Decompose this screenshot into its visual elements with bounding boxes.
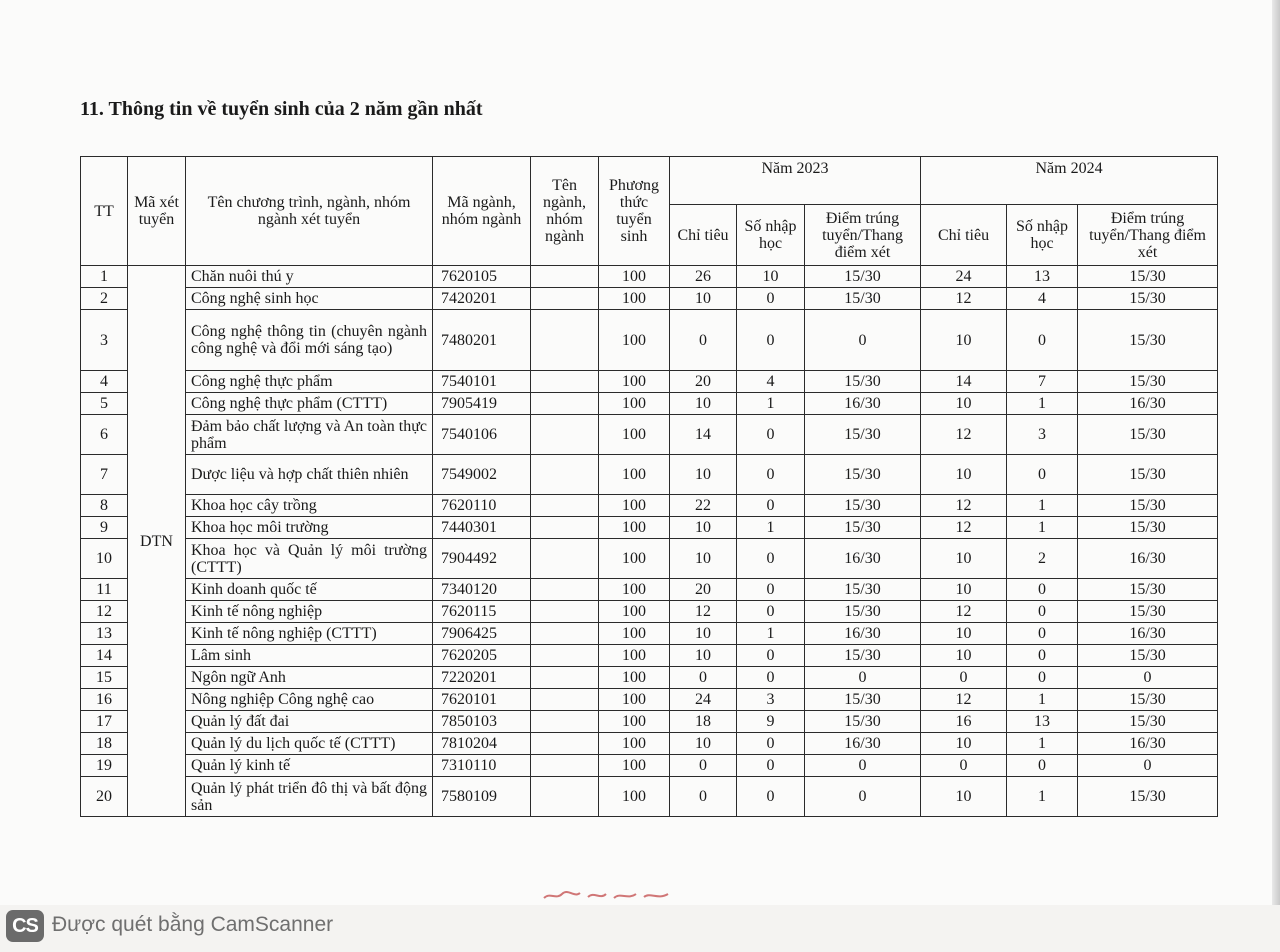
cell-diem-2023: 15/30 (805, 288, 921, 310)
cell-ten-nganh-empty (531, 667, 599, 689)
cell-diem-2023: 16/30 (805, 539, 921, 579)
cell-major-code: 7549002 (433, 455, 531, 495)
table-row (81, 517, 1218, 539)
cell-ten-nganh-empty (531, 645, 599, 667)
cell-ten-nganh-empty (531, 755, 599, 777)
cell-chi-tieu-2023: 0 (670, 667, 737, 689)
cell-program-name: Dược liệu và hợp chất thiên nhiên (186, 455, 433, 495)
header-chi-tieu-2023: Chỉ tiêu (670, 205, 737, 266)
table-row (81, 371, 1218, 393)
cell-chi-tieu-2023: 24 (670, 689, 737, 711)
cell-ten-nganh-empty (531, 310, 599, 371)
table-row (81, 623, 1218, 645)
table-row (81, 645, 1218, 667)
cell-major-code: 7810204 (433, 733, 531, 755)
cell-ten-nganh-empty (531, 266, 599, 288)
cell-major-code: 7420201 (433, 288, 531, 310)
table-row (81, 711, 1218, 733)
cell-tt: 13 (81, 623, 128, 645)
cell-chi-tieu-2023: 10 (670, 455, 737, 495)
cell-major-code: 7850103 (433, 711, 531, 733)
table-row (81, 455, 1218, 495)
camscanner-watermark-text: Được quét bằng CamScanner (52, 913, 334, 936)
cell-program-name: Quản lý kinh tế (186, 755, 433, 777)
cell-chi-tieu-2023: 0 (670, 777, 737, 817)
cell-chi-tieu-2023: 12 (670, 601, 737, 623)
cell-diem-2023: 15/30 (805, 517, 921, 539)
cell-program-name: Công nghệ sinh học (186, 288, 433, 310)
cell-ten-nganh-empty (531, 371, 599, 393)
cell-program-name: Đảm bảo chất lượng và An toàn thực phẩm (186, 415, 433, 455)
cell-chi-tieu-2024: 16 (921, 711, 1007, 733)
cell-ten-nganh-empty (531, 288, 599, 310)
cell-chi-tieu-2024: 10 (921, 623, 1007, 645)
cell-tt: 4 (81, 371, 128, 393)
cell-chi-tieu-2024: 12 (921, 415, 1007, 455)
cell-tt: 11 (81, 579, 128, 601)
cell-diem-2024: 16/30 (1078, 733, 1218, 755)
cell-method: 100 (599, 455, 670, 495)
cell-major-code: 7220201 (433, 667, 531, 689)
cell-chi-tieu-2024: 12 (921, 288, 1007, 310)
cell-method: 100 (599, 755, 670, 777)
cell-diem-2024: 15/30 (1078, 517, 1218, 539)
cell-so-nhap-hoc-2024: 2 (1007, 539, 1078, 579)
cell-method: 100 (599, 288, 670, 310)
cell-tt: 6 (81, 415, 128, 455)
cell-so-nhap-hoc-2024: 0 (1007, 645, 1078, 667)
cell-chi-tieu-2024: 10 (921, 539, 1007, 579)
cell-tt: 15 (81, 667, 128, 689)
table-row (81, 266, 1218, 288)
cell-method: 100 (599, 539, 670, 579)
cell-program-name: Quản lý du lịch quốc tế (CTTT) (186, 733, 433, 755)
cell-so-nhap-hoc-2023: 0 (737, 733, 805, 755)
cell-program-name: Quản lý phát triển đô thị và bất động sản (186, 777, 433, 817)
cell-tt: 9 (81, 517, 128, 539)
cell-diem-2024: 15/30 (1078, 645, 1218, 667)
cell-so-nhap-hoc-2024: 0 (1007, 579, 1078, 601)
cell-chi-tieu-2023: 10 (670, 288, 737, 310)
cell-diem-2023: 16/30 (805, 733, 921, 755)
cell-chi-tieu-2024: 10 (921, 579, 1007, 601)
cell-diem-2024: 15/30 (1078, 711, 1218, 733)
cell-chi-tieu-2023: 10 (670, 393, 737, 415)
cell-chi-tieu-2023: 14 (670, 415, 737, 455)
cell-so-nhap-hoc-2023: 10 (737, 266, 805, 288)
header-ten-nganh: Tên ngành, nhóm ngành (531, 157, 599, 266)
cell-diem-2024: 16/30 (1078, 623, 1218, 645)
cell-major-code: 7620105 (433, 266, 531, 288)
cell-diem-2024: 15/30 (1078, 288, 1218, 310)
cell-chi-tieu-2024: 0 (921, 667, 1007, 689)
cell-chi-tieu-2023: 10 (670, 539, 737, 579)
cell-chi-tieu-2023: 26 (670, 266, 737, 288)
cell-chi-tieu-2023: 10 (670, 645, 737, 667)
cell-tt: 5 (81, 393, 128, 415)
cell-so-nhap-hoc-2024: 1 (1007, 689, 1078, 711)
cell-program-name: Chăn nuôi thú y (186, 266, 433, 288)
table-row (81, 415, 1218, 455)
table-row (81, 667, 1218, 689)
cell-so-nhap-hoc-2024: 0 (1007, 667, 1078, 689)
table-row (81, 777, 1218, 817)
header-chi-tieu-2024: Chỉ tiêu (921, 205, 1007, 266)
table-row (81, 579, 1218, 601)
table-body (81, 266, 1218, 817)
cell-program-name: Kinh doanh quốc tế (186, 579, 433, 601)
cell-diem-2023: 15/30 (805, 601, 921, 623)
cell-chi-tieu-2023: 0 (670, 755, 737, 777)
cell-major-code: 7620205 (433, 645, 531, 667)
cell-so-nhap-hoc-2023: 4 (737, 371, 805, 393)
cell-so-nhap-hoc-2024: 0 (1007, 755, 1078, 777)
cell-ten-nganh-empty (531, 711, 599, 733)
cell-so-nhap-hoc-2023: 0 (737, 667, 805, 689)
cell-chi-tieu-2024: 24 (921, 266, 1007, 288)
header-phuong-thuc: Phương thức tuyển sinh (599, 157, 670, 266)
cell-ten-nganh-empty (531, 539, 599, 579)
cell-major-code: 7580109 (433, 777, 531, 817)
cell-diem-2023: 0 (805, 310, 921, 371)
section-heading: 11. Thông tin về tuyển sinh của 2 năm gần nhất (80, 98, 483, 120)
cell-major-code: 7440301 (433, 517, 531, 539)
cell-so-nhap-hoc-2024: 1 (1007, 517, 1078, 539)
cell-ten-nganh-empty (531, 455, 599, 495)
cell-chi-tieu-2024: 10 (921, 645, 1007, 667)
cell-program-name: Kinh tế nông nghiệp (186, 601, 433, 623)
cell-so-nhap-hoc-2024: 1 (1007, 733, 1078, 755)
cell-major-code: 7905419 (433, 393, 531, 415)
cell-diem-2024: 15/30 (1078, 310, 1218, 371)
cell-major-code: 7540101 (433, 371, 531, 393)
cell-diem-2023: 0 (805, 755, 921, 777)
table-row (81, 495, 1218, 517)
cell-chi-tieu-2024: 10 (921, 455, 1007, 495)
cell-tt: 19 (81, 755, 128, 777)
cell-major-code: 7620115 (433, 601, 531, 623)
cell-major-code: 7310110 (433, 755, 531, 777)
cell-diem-2024: 16/30 (1078, 539, 1218, 579)
cell-method: 100 (599, 645, 670, 667)
cell-major-code: 7904492 (433, 539, 531, 579)
cell-so-nhap-hoc-2023: 1 (737, 517, 805, 539)
cell-diem-2024: 15/30 (1078, 495, 1218, 517)
cell-method: 100 (599, 517, 670, 539)
cell-chi-tieu-2023: 10 (670, 517, 737, 539)
cell-diem-2023: 15/30 (805, 711, 921, 733)
cell-chi-tieu-2024: 12 (921, 601, 1007, 623)
cell-tt: 10 (81, 539, 128, 579)
cell-diem-2024: 15/30 (1078, 455, 1218, 495)
cell-chi-tieu-2023: 10 (670, 733, 737, 755)
header-ma-nganh: Mã ngành, nhóm ngành (433, 157, 531, 266)
cell-diem-2023: 15/30 (805, 371, 921, 393)
cell-so-nhap-hoc-2023: 9 (737, 711, 805, 733)
cell-so-nhap-hoc-2023: 0 (737, 415, 805, 455)
cell-major-code: 7620110 (433, 495, 531, 517)
cell-so-nhap-hoc-2024: 1 (1007, 393, 1078, 415)
cell-program-name: Ngôn ngữ Anh (186, 667, 433, 689)
cell-ten-nganh-empty (531, 689, 599, 711)
cell-chi-tieu-2023: 20 (670, 371, 737, 393)
header-year-2024: Năm 2024 (921, 157, 1218, 205)
cell-tt: 8 (81, 495, 128, 517)
cell-program-name: Kinh tế nông nghiệp (CTTT) (186, 623, 433, 645)
scan-edge-shadow (1272, 0, 1280, 905)
cell-method: 100 (599, 777, 670, 817)
cell-diem-2024: 15/30 (1078, 579, 1218, 601)
cell-ten-nganh-empty (531, 601, 599, 623)
cell-diem-2023: 16/30 (805, 393, 921, 415)
header-diem-2023: Điểm trúng tuyển/Thang điểm xét (805, 205, 921, 266)
table-row (81, 393, 1218, 415)
table-row (81, 539, 1218, 579)
red-stamp-mark (540, 888, 680, 902)
cell-chi-tieu-2024: 14 (921, 371, 1007, 393)
cell-diem-2023: 15/30 (805, 266, 921, 288)
cell-program-name: Công nghệ thực phẩm (CTTT) (186, 393, 433, 415)
cell-ten-nganh-empty (531, 623, 599, 645)
cell-so-nhap-hoc-2024: 0 (1007, 601, 1078, 623)
cell-tt: 7 (81, 455, 128, 495)
cell-diem-2023: 15/30 (805, 689, 921, 711)
cell-method: 100 (599, 266, 670, 288)
cell-ma-xet-tuyen: DTN (128, 266, 186, 817)
header-year-2023: Năm 2023 (670, 157, 921, 205)
cell-ten-nganh-empty (531, 579, 599, 601)
cell-program-name: Nông nghiệp Công nghệ cao (186, 689, 433, 711)
cell-so-nhap-hoc-2023: 0 (737, 755, 805, 777)
cell-so-nhap-hoc-2024: 0 (1007, 310, 1078, 371)
cell-diem-2023: 0 (805, 667, 921, 689)
cell-so-nhap-hoc-2023: 0 (737, 288, 805, 310)
cell-chi-tieu-2024: 0 (921, 755, 1007, 777)
cell-diem-2024: 15/30 (1078, 266, 1218, 288)
cell-chi-tieu-2023: 18 (670, 711, 737, 733)
cell-diem-2023: 16/30 (805, 623, 921, 645)
table-row (81, 601, 1218, 623)
admissions-table (80, 156, 1218, 817)
cell-so-nhap-hoc-2023: 0 (737, 310, 805, 371)
cell-tt: 16 (81, 689, 128, 711)
cell-diem-2023: 15/30 (805, 415, 921, 455)
cell-so-nhap-hoc-2023: 0 (737, 579, 805, 601)
cell-chi-tieu-2023: 10 (670, 623, 737, 645)
table-row (81, 288, 1218, 310)
header-diem-2024: Điểm trúng tuyển/Thang điểm xét (1078, 205, 1218, 266)
cell-tt: 14 (81, 645, 128, 667)
header-so-nhap-hoc-2023: Số nhập học (737, 205, 805, 266)
cell-so-nhap-hoc-2023: 0 (737, 601, 805, 623)
cell-chi-tieu-2024: 10 (921, 733, 1007, 755)
cell-so-nhap-hoc-2023: 1 (737, 623, 805, 645)
cell-method: 100 (599, 667, 670, 689)
cell-chi-tieu-2024: 10 (921, 310, 1007, 371)
cell-so-nhap-hoc-2024: 0 (1007, 623, 1078, 645)
cell-major-code: 7480201 (433, 310, 531, 371)
table-row (81, 733, 1218, 755)
header-ma-xet-tuyen: Mã xét tuyển (128, 157, 186, 266)
cell-program-name: Công nghệ thực phẩm (186, 371, 433, 393)
cell-major-code: 7340120 (433, 579, 531, 601)
cell-chi-tieu-2023: 22 (670, 495, 737, 517)
cell-diem-2024: 15/30 (1078, 415, 1218, 455)
header-ten-chuong-trinh: Tên chương trình, ngành, nhóm ngành xét tuyển (186, 157, 433, 266)
cell-so-nhap-hoc-2024: 3 (1007, 415, 1078, 455)
cell-method: 100 (599, 415, 670, 455)
cell-diem-2023: 15/30 (805, 455, 921, 495)
cell-method: 100 (599, 495, 670, 517)
cell-chi-tieu-2023: 20 (670, 579, 737, 601)
cell-ten-nganh-empty (531, 495, 599, 517)
cell-diem-2024: 15/30 (1078, 371, 1218, 393)
cell-so-nhap-hoc-2023: 0 (737, 455, 805, 495)
cell-method: 100 (599, 310, 670, 371)
cell-diem-2024: 16/30 (1078, 393, 1218, 415)
header-tt: TT (81, 157, 128, 266)
cell-program-name: Quản lý đất đai (186, 711, 433, 733)
cell-ten-nganh-empty (531, 517, 599, 539)
cell-diem-2023: 0 (805, 777, 921, 817)
table-row (81, 310, 1218, 371)
cell-method: 100 (599, 689, 670, 711)
cell-program-name: Công nghệ thông tin (chuyên ngành công nghệ và đổi mới sáng tạo) (186, 310, 433, 371)
cell-method: 100 (599, 601, 670, 623)
cell-method: 100 (599, 733, 670, 755)
cell-method: 100 (599, 393, 670, 415)
camscanner-logo-icon: CS (6, 910, 44, 942)
cell-chi-tieu-2024: 10 (921, 393, 1007, 415)
cell-major-code: 7540106 (433, 415, 531, 455)
cell-diem-2024: 0 (1078, 755, 1218, 777)
cell-major-code: 7620101 (433, 689, 531, 711)
cell-so-nhap-hoc-2023: 0 (737, 539, 805, 579)
cell-so-nhap-hoc-2023: 0 (737, 645, 805, 667)
cell-so-nhap-hoc-2023: 0 (737, 495, 805, 517)
cell-so-nhap-hoc-2024: 1 (1007, 495, 1078, 517)
cell-so-nhap-hoc-2024: 13 (1007, 711, 1078, 733)
cell-chi-tieu-2024: 12 (921, 495, 1007, 517)
cell-program-name: Lâm sinh (186, 645, 433, 667)
cell-method: 100 (599, 623, 670, 645)
cell-program-name: Khoa học cây trồng (186, 495, 433, 517)
cell-ten-nganh-empty (531, 733, 599, 755)
cell-so-nhap-hoc-2024: 13 (1007, 266, 1078, 288)
cell-method: 100 (599, 579, 670, 601)
cell-so-nhap-hoc-2023: 0 (737, 777, 805, 817)
cell-diem-2024: 15/30 (1078, 689, 1218, 711)
cell-so-nhap-hoc-2024: 4 (1007, 288, 1078, 310)
cell-diem-2023: 15/30 (805, 495, 921, 517)
cell-diem-2024: 15/30 (1078, 601, 1218, 623)
cell-tt: 2 (81, 288, 128, 310)
header-so-nhap-hoc-2024: Số nhập học (1007, 205, 1078, 266)
cell-chi-tieu-2024: 10 (921, 777, 1007, 817)
cell-tt: 3 (81, 310, 128, 371)
cell-so-nhap-hoc-2024: 0 (1007, 455, 1078, 495)
cell-tt: 17 (81, 711, 128, 733)
cell-tt: 20 (81, 777, 128, 817)
table-row (81, 689, 1218, 711)
cell-chi-tieu-2024: 12 (921, 517, 1007, 539)
cell-program-name: Khoa học môi trường (186, 517, 433, 539)
cell-tt: 1 (81, 266, 128, 288)
cell-diem-2024: 15/30 (1078, 777, 1218, 817)
cell-so-nhap-hoc-2023: 3 (737, 689, 805, 711)
cell-tt: 12 (81, 601, 128, 623)
cell-ten-nganh-empty (531, 415, 599, 455)
cell-chi-tieu-2023: 0 (670, 310, 737, 371)
table-row (81, 755, 1218, 777)
cell-so-nhap-hoc-2023: 1 (737, 393, 805, 415)
cell-method: 100 (599, 371, 670, 393)
cell-ten-nganh-empty (531, 393, 599, 415)
cell-major-code: 7906425 (433, 623, 531, 645)
cell-chi-tieu-2024: 12 (921, 689, 1007, 711)
cell-diem-2023: 15/30 (805, 579, 921, 601)
cell-method: 100 (599, 711, 670, 733)
cell-tt: 18 (81, 733, 128, 755)
cell-diem-2024: 0 (1078, 667, 1218, 689)
cell-ten-nganh-empty (531, 777, 599, 817)
cell-so-nhap-hoc-2024: 1 (1007, 777, 1078, 817)
cell-program-name: Khoa học và Quản lý môi trường (CTTT) (186, 539, 433, 579)
cell-diem-2023: 15/30 (805, 645, 921, 667)
cell-so-nhap-hoc-2024: 7 (1007, 371, 1078, 393)
